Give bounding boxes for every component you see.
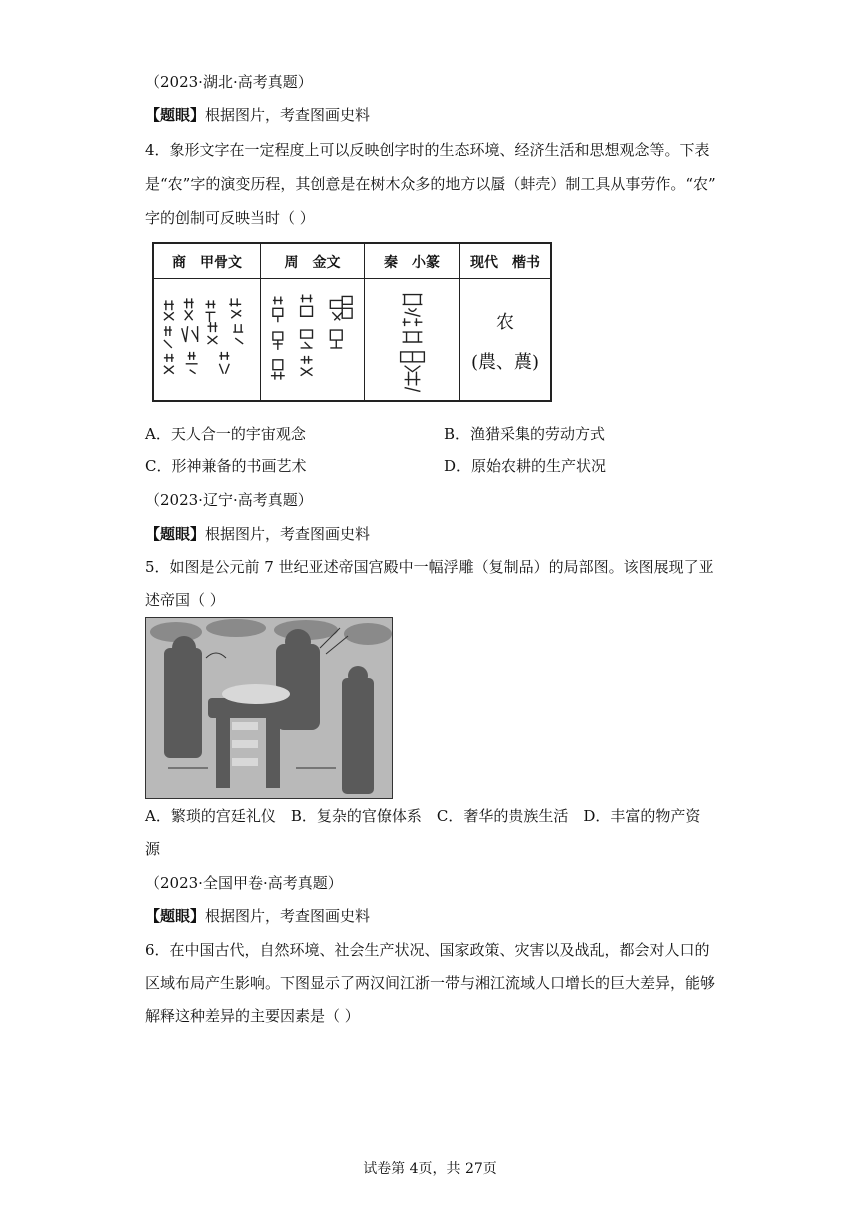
- header-qin: 秦 小篆: [384, 255, 440, 271]
- header-modern: 现代 楷书: [470, 255, 540, 271]
- q5-hint-text: 根据图片，考查图画史料: [205, 525, 371, 543]
- q5-stem-line1: 5．如图是公元前 7 世纪亚述帝国宫殿中一幅浮雕（复制品）的局部图。该图展现了亚: [145, 558, 714, 576]
- header-shang: 商 甲骨文: [172, 255, 242, 271]
- header-zhou: 周 金文: [284, 255, 341, 271]
- q6-hint-text: 根据图片，考查图画史料: [205, 907, 371, 925]
- q4-stem-line3: 字的创制可反映当时（ ）: [145, 209, 315, 227]
- q6-hint-tag: 【题眼】: [145, 907, 206, 925]
- column-zhou-bronze: [261, 244, 365, 400]
- q4-stem-line2: 是“农”字的演变历程，其创意是在树木众多的地方以蜃（蚌壳）制工具从事劳作。“农”: [145, 175, 716, 193]
- page-footer: 试卷第 4页，共 27页: [363, 1161, 497, 1177]
- q6-hint: [145, 906, 370, 926]
- q5-hint-tag: 【题眼】: [145, 525, 206, 543]
- q6-stem-line2: 区域布局产生影响。下图显示了两汉间江浙一带与湘江流域人口增长的巨大差异，能够: [145, 974, 716, 992]
- bronze-inscription-glyphs-image: [261, 290, 364, 394]
- q6-stem-line1: 6．在中国古代，自然环境、社会生产状况、国家政策、灾害以及战乱，都会对人口的: [145, 941, 710, 959]
- small-seal-glyphs-image: [365, 290, 459, 394]
- oracle-bone-glyphs-image: [154, 290, 260, 394]
- q4-option-d: D．原始农耕的生产状况: [444, 457, 607, 475]
- q5-stem-line2: 述帝国（ ）: [145, 591, 225, 609]
- character-evolution-table: [152, 242, 552, 402]
- q5-hint: [145, 524, 370, 544]
- column-modern-regular: [460, 244, 550, 400]
- assyrian-relief-image: [145, 617, 393, 799]
- q4-option-c: C．形神兼备的书画艺术: [145, 457, 307, 475]
- q5-source: （2023·辽宁·高考真题）: [145, 491, 313, 509]
- q4-stem-line1: 4．象形文字在一定程度上可以反映创字时的生态环境、经济生活和思想观念等。下表: [145, 141, 710, 159]
- column-shang-oracle: [154, 244, 261, 400]
- modern-char: 农: [496, 312, 514, 333]
- q4-option-a: A．天人合一的宇宙观念: [145, 425, 306, 443]
- q4-hint: [145, 105, 370, 125]
- q5-options-line2: 源: [145, 840, 161, 858]
- column-qin-seal: [365, 244, 460, 400]
- q4-option-b: B．渔猎采集的劳动方式: [444, 425, 606, 443]
- q4-hint-tag: 【题眼】: [145, 106, 206, 124]
- modern-variants: (農、蕽): [470, 352, 540, 373]
- q4-hint-text: 根据图片，考查图画史料: [205, 106, 371, 124]
- q5-options-line1: A．繁琐的宫廷礼仪 B．复杂的官僚体系 C．奢华的贵族生活 D．丰富的物产资: [145, 807, 701, 825]
- q6-source: （2023·全国甲卷·高考真题）: [145, 874, 343, 892]
- q6-stem-line3: 解释这种差异的主要因素是（ ）: [145, 1007, 360, 1025]
- q4-source: （2023·湖北·高考真题）: [145, 73, 313, 91]
